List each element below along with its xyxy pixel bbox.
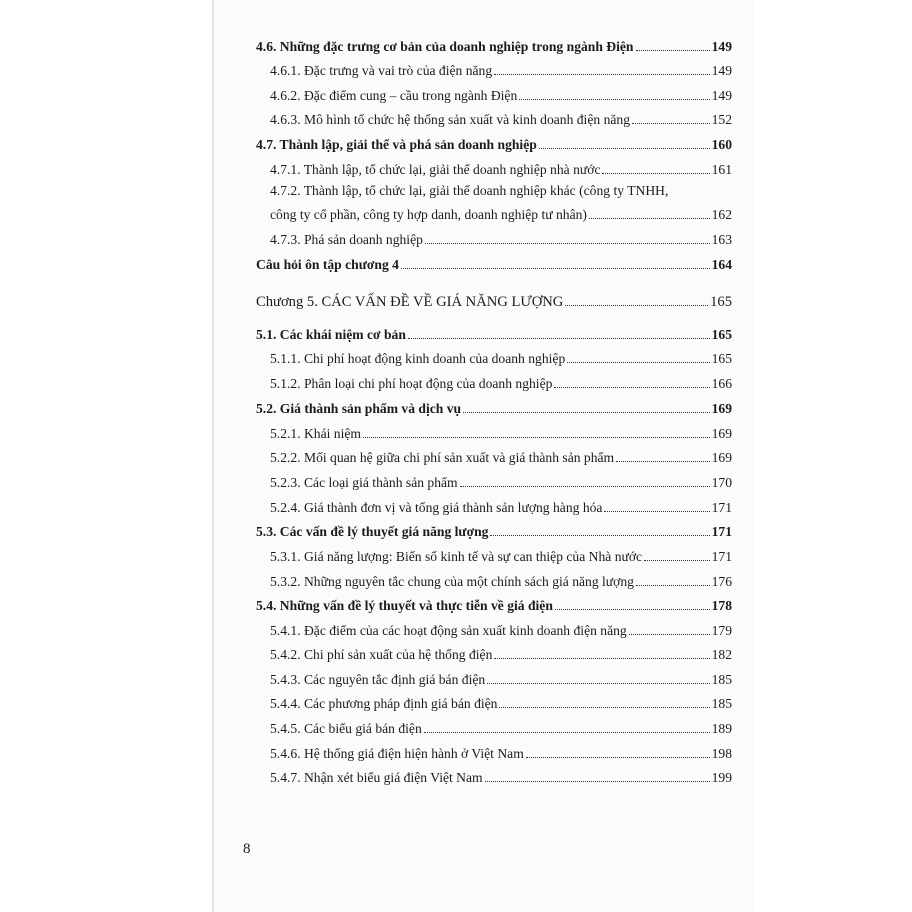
toc-entry-page: 198 [711, 746, 732, 761]
toc-entry-page: 165 [710, 294, 732, 310]
toc-entry-title: 5.4.7. Nhận xét biểu giá điện Việt Nam [270, 770, 483, 785]
toc-entry-title: 5.2.2. Mối quan hệ giữa chi phí sản xuất và giá thành sản phẩm [270, 450, 615, 465]
toc-entry [256, 520, 732, 540]
toc-entry-title: 5.4.4. Các phương pháp định giá bán điện [270, 696, 498, 711]
toc-entry-page: 182 [711, 647, 732, 662]
leader-dots [567, 362, 709, 363]
toc-entry-page: 169 [711, 426, 732, 441]
toc-chapter-heading [256, 290, 732, 310]
leader-dots [629, 634, 710, 635]
toc-entry [270, 228, 732, 248]
toc-entry-page: 149 [711, 88, 732, 103]
leader-dots [555, 609, 710, 610]
toc-entry-page: 185 [711, 696, 732, 711]
toc-entry-page: 160 [711, 137, 732, 152]
leader-dots [636, 585, 710, 586]
toc-entry-page: 171 [711, 549, 732, 564]
leader-dots [401, 268, 710, 269]
leader-dots [463, 412, 710, 413]
toc-entry-title: 5.4.1. Đặc điểm của các hoạt động sản xuất kinh doanh điện năng [270, 623, 627, 638]
toc-entry [270, 717, 732, 737]
toc-entry-page: 166 [711, 376, 732, 391]
toc-entry-page: 199 [711, 770, 732, 785]
toc-entry-title: 4.7.3. Phá sản doanh nghiệp [270, 232, 423, 247]
leader-dots [460, 486, 710, 487]
leader-dots [526, 757, 710, 758]
toc-entry [270, 570, 732, 590]
toc-entry [270, 692, 732, 712]
toc-entry-title: 4.7.2. Thành lập, tổ chức lại, giải thể doanh nghiệp khác (công ty TNHH, [270, 183, 669, 198]
toc-entry-title: 5.3.2. Những nguyên tắc chung của một chính sách giá năng lượng [270, 574, 634, 589]
toc-entry-page: 178 [711, 598, 732, 613]
toc-entry-title: 5.2.4. Giá thành đơn vị và tổng giá thành sản lượng hàng hóa [270, 500, 603, 515]
toc-entry [256, 133, 732, 153]
toc-entry [270, 108, 732, 128]
toc-entry-page: 189 [711, 721, 732, 736]
leader-dots [554, 387, 709, 388]
toc-entry-title: 5.3. Các vấn đề lý thuyết giá năng lượng [256, 524, 489, 539]
toc-entry-page: 176 [711, 574, 732, 589]
toc-entry [270, 742, 732, 762]
toc-entry [256, 323, 732, 343]
toc-entry [270, 668, 732, 688]
toc-entry-title: 5.4.5. Các biểu giá bán điện [270, 721, 422, 736]
leader-dots [539, 148, 710, 149]
toc-entry-title: 5.2.1. Khái niệm [270, 426, 361, 441]
toc-entry-title: 5.4. Những vấn đề lý thuyết và thực tiễn về giá điện [256, 598, 553, 613]
toc-entry-title: 5.1. Các khái niệm cơ bản [256, 327, 406, 342]
leader-dots [589, 218, 710, 219]
toc-entry-page: 149 [711, 63, 732, 78]
toc-entry-page: 152 [711, 112, 732, 127]
leader-dots [602, 173, 709, 174]
toc-entry [270, 84, 732, 104]
toc-entry-title: 4.6. Những đặc trưng cơ bản của doanh nghiệp trong ngành Điện [256, 39, 634, 54]
leader-dots [636, 50, 710, 51]
toc-entry [270, 347, 732, 367]
toc-entry-title-continued: công ty cổ phần, công ty hợp danh, doanh nghiệp tư nhân) [270, 207, 587, 222]
leader-dots [604, 511, 709, 512]
toc-entry [256, 397, 732, 417]
leader-dots [487, 683, 709, 684]
toc-entry-title: Chương 5. CÁC VẤN ĐỀ VỀ GIÁ NĂNG LƯỢNG [256, 294, 564, 310]
toc-entry [256, 594, 732, 614]
toc-entry-title: 5.2. Giá thành sản phẩm và dịch vụ [256, 401, 462, 416]
leader-dots [408, 338, 710, 339]
toc-entry-title: 5.1.1. Chi phí hoạt động kinh doanh của doanh nghiệp [270, 351, 566, 366]
toc-entry [270, 643, 732, 663]
leader-dots [499, 707, 709, 708]
toc-entry-page: 179 [711, 623, 732, 638]
toc-entry-title: 4.7.1. Thành lập, tổ chức lại, giải thể doanh nghiệp nhà nước [270, 162, 601, 177]
leader-dots [519, 99, 709, 100]
toc-entry [270, 496, 732, 516]
leader-dots [494, 74, 709, 75]
toc-entry-page: 169 [711, 401, 732, 416]
toc-entry-title: Câu hỏi ôn tập chương 4 [256, 257, 399, 272]
leader-dots [485, 781, 710, 782]
toc-entry-title: 4.6.1. Đặc trưng và vai trò của điện năng [270, 63, 493, 78]
toc-entry-title: 5.1.2. Phân loại chi phí hoạt động của doanh nghiệp [270, 376, 553, 391]
toc-entry-title: 5.4.2. Chi phí sản xuất của hệ thống điện [270, 647, 493, 662]
toc-entry-page: 163 [711, 232, 732, 247]
toc-entry [270, 619, 732, 639]
toc-entry-page: 161 [711, 162, 732, 177]
toc-entry-title: 5.2.3. Các loại giá thành sản phẩm [270, 475, 458, 490]
leader-dots [616, 461, 709, 462]
toc-entry [270, 59, 732, 79]
toc-entry-title: 4.6.3. Mô hình tổ chức hệ thống sản xuất và kinh doanh điện năng [270, 112, 630, 127]
toc-entry-page: 169 [711, 450, 732, 465]
toc-entry-page: 149 [711, 39, 732, 54]
leader-dots [425, 243, 710, 244]
toc-entry [270, 372, 732, 392]
toc-entry [270, 158, 732, 178]
leader-dots [363, 437, 710, 438]
toc-entry [270, 471, 732, 491]
toc-entry [256, 253, 732, 273]
leader-dots [494, 658, 709, 659]
leader-dots [565, 305, 708, 306]
leader-dots [632, 123, 710, 124]
toc-entry-title: 4.6.2. Đặc điểm cung – cầu trong ngành Điện [270, 88, 518, 103]
leader-dots [490, 535, 709, 536]
toc-entry-page: 171 [711, 524, 732, 539]
toc-entry-title: 5.3.1. Giá năng lượng: Biến số kinh tế và sự can thiệp của Nhà nước [270, 549, 643, 564]
toc-entry-title: 4.7. Thành lập, giải thể và phá sản doanh nghiệp [256, 137, 537, 152]
toc-entry-title: 5.4.6. Hệ thống giá điện hiện hành ở Việt Nam [270, 746, 524, 761]
toc-entry [270, 446, 732, 466]
leader-dots [644, 560, 710, 561]
leader-dots [424, 732, 710, 733]
toc-entry [270, 766, 732, 786]
toc-entry [256, 35, 732, 55]
page-number: 8 [243, 841, 251, 857]
toc-entry-page: 165 [711, 327, 732, 342]
toc-entry [270, 422, 732, 442]
toc-entry-page: 185 [711, 672, 732, 687]
toc-entry [270, 545, 732, 565]
toc-entry-page: 165 [711, 351, 732, 366]
toc-entry-title: 5.4.3. Các nguyên tắc định giá bán điện [270, 672, 486, 687]
toc-entry-page: 171 [711, 500, 732, 515]
toc-entry [270, 203, 732, 223]
toc-entry-page: 170 [711, 475, 732, 490]
toc-entry-page: 162 [711, 207, 732, 222]
toc-entry-page: 164 [711, 257, 732, 272]
